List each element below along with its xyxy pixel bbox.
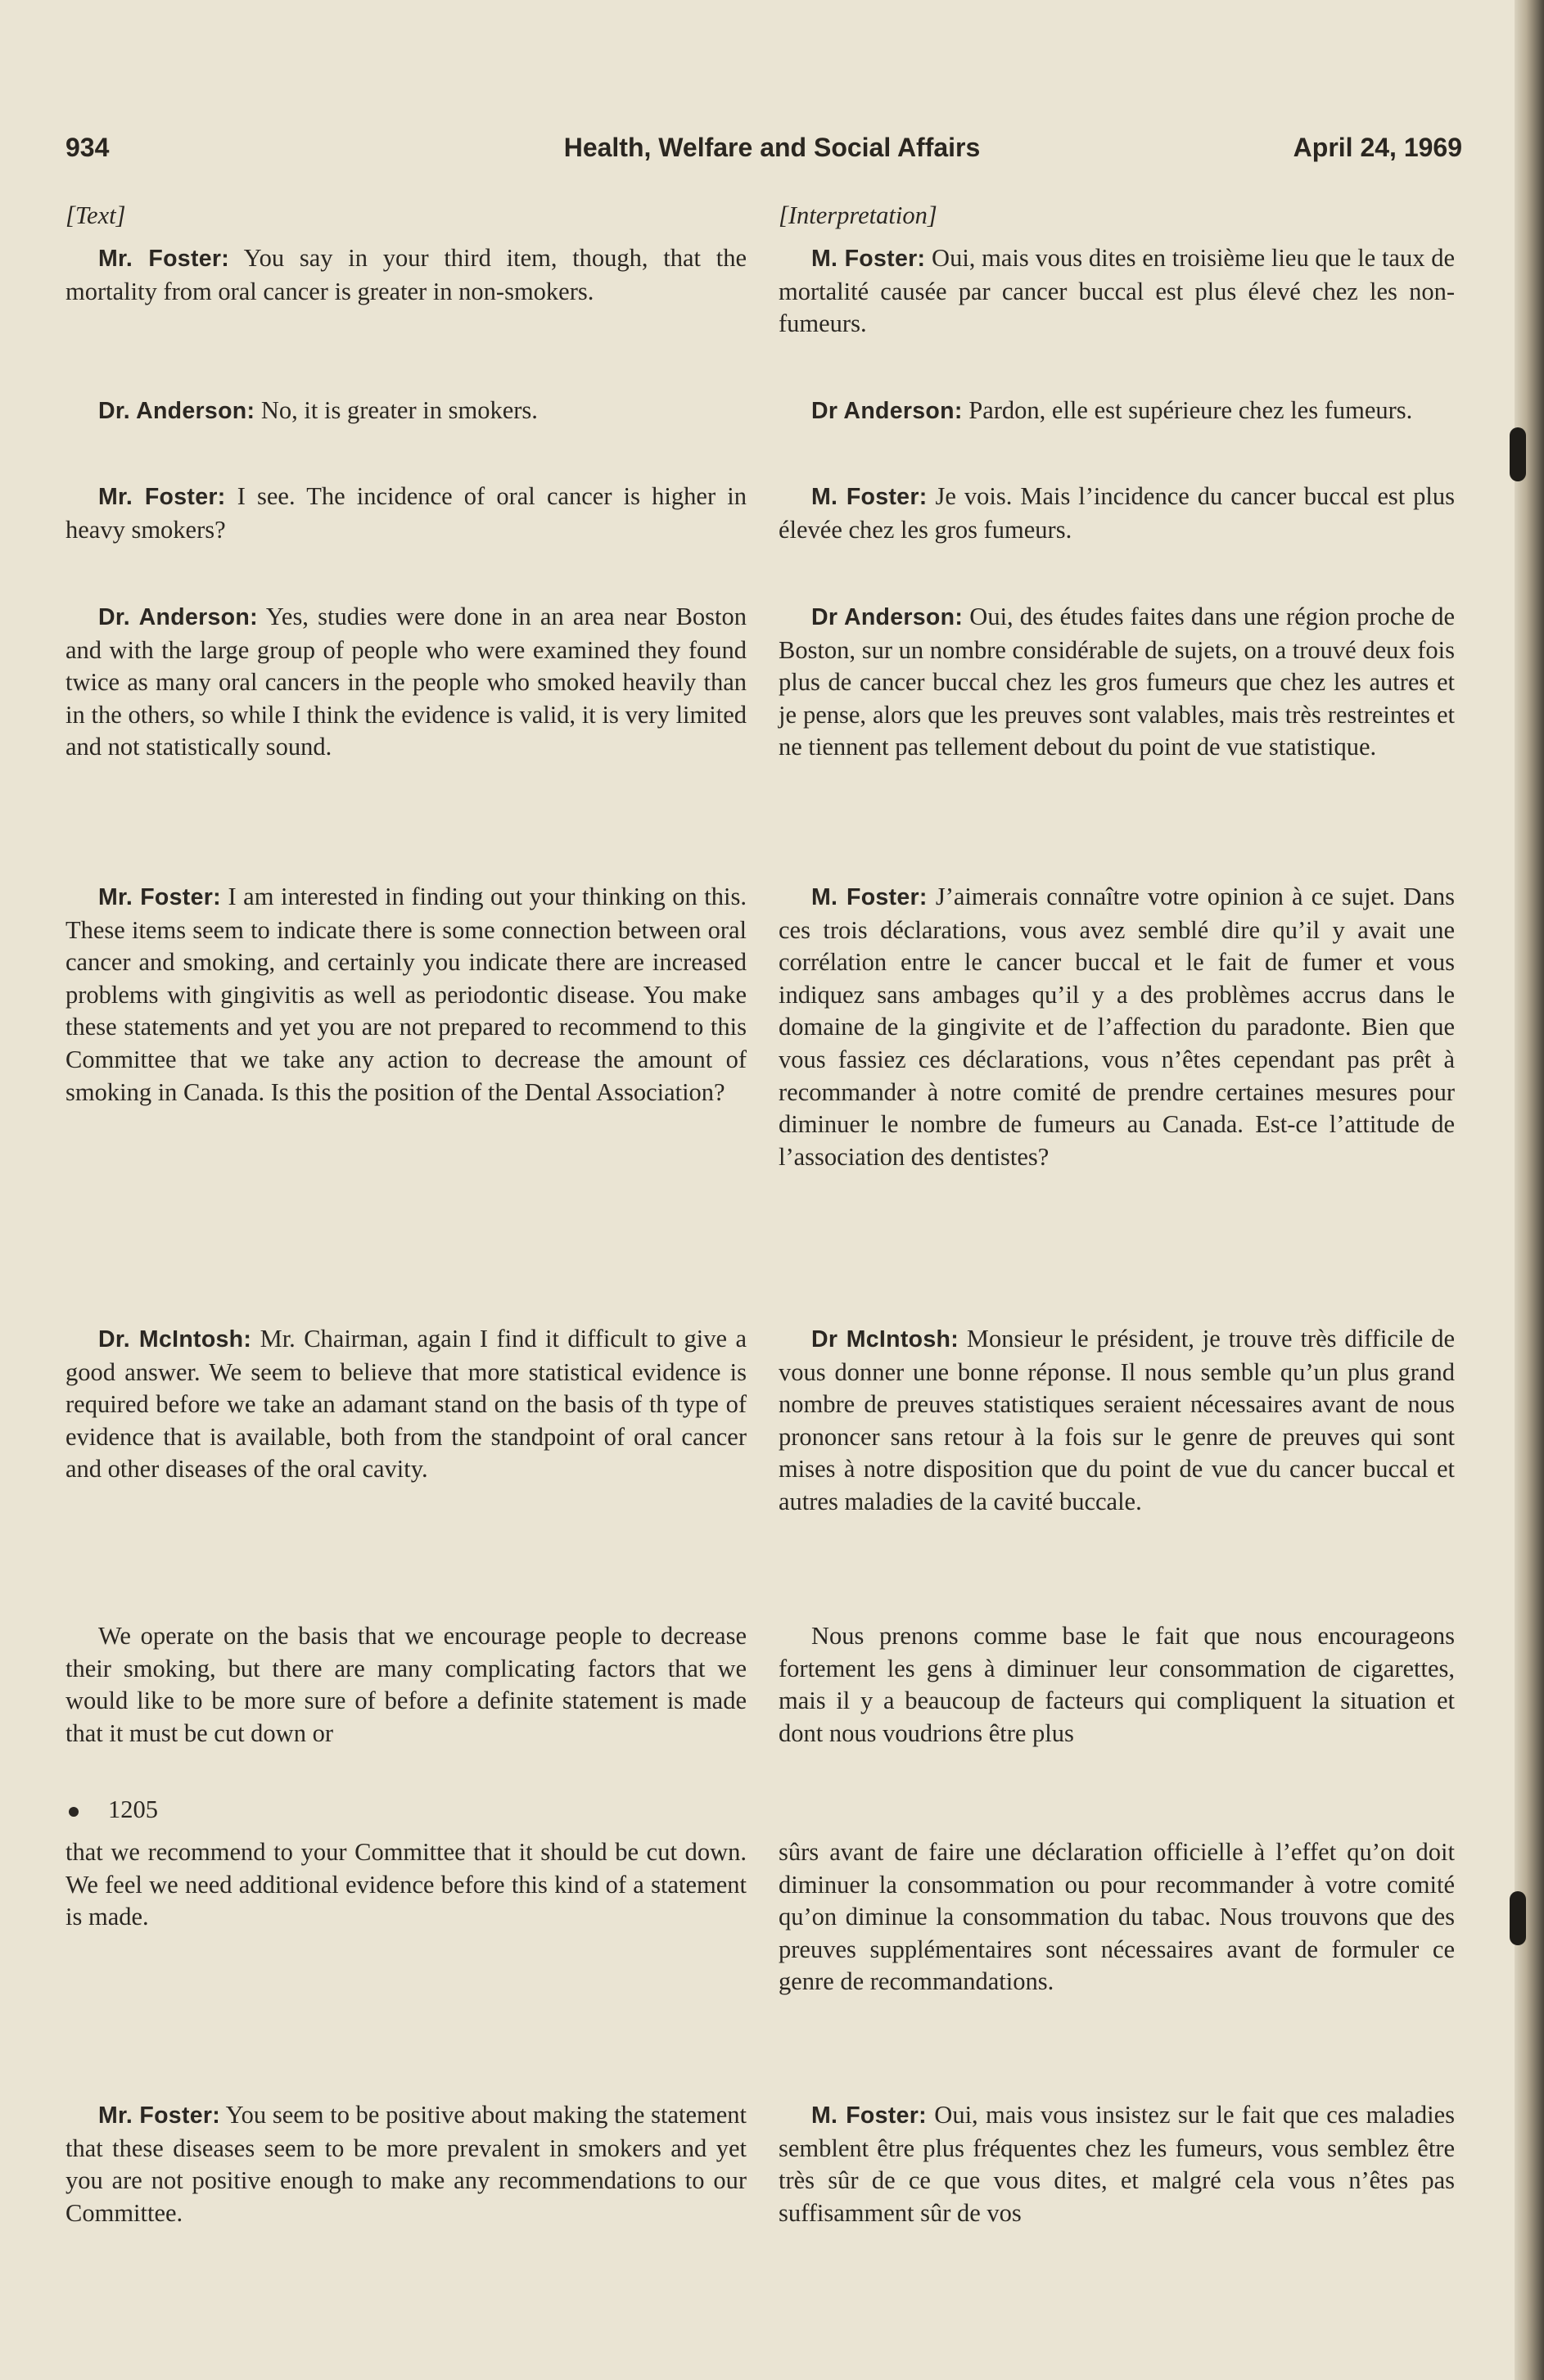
speech-paragraph: Mr. Foster: I see. The incidence of oral cancer is higher in heavy smokers?	[65, 482, 747, 544]
speech-paragraph: Dr McIntosh: Monsieur le président, je trouve très difficile de vous donner une bonne réponse. Il nous semble qu’un plus grand nombre de preuves statistiques seraient nécessaires avant de nous prononcer sans retour à la fois sur le genre de preuves qui sont mises à notre disposition que du point de vue du cancer buccal et autres maladies de la cavité buccale.	[779, 1325, 1455, 1515]
speech-paragraph: Mr. Foster: You seem to be positive about making the statement that these diseases seem to be more prevalent in smokers and yet you are not positive enough to make any recommendations to our Committee.	[65, 2101, 747, 2227]
speech-paragraph: We operate on the basis that we encourage people to decrease their smoking, but there are many complicating factors that we would like to be more sure of before a definite statement is made that it must be cut down or	[65, 1622, 747, 1747]
speaker-name: Dr. McIntosh:	[98, 1326, 252, 1353]
speech-paragraph: Mr. Foster: I am interested in finding out your thinking on this. These items seem to indicate there is some connection between oral cancer and smoking, and certainly you indicate there are increased problems with gingivitis as well as periodontic disease. You make these statements and yet you are not prepared to recommend to this Committee that we take any action to decrease the amount of smoking in Canada. Is this the position of the Dental Association?	[65, 883, 747, 1106]
speaker-name: Dr. Anderson:	[98, 398, 255, 424]
speech-paragraph: sûrs avant de faire une déclaration officielle à l’effet qu’on doit diminuer la consommation ou pour recommander à votre comité qu’on diminue la consommation du tabac. Nous trouvons que des preuves supplémentaires sont nécessaires avant de formuler ce genre de recommandations.	[779, 1838, 1455, 1996]
speech-paragraph: M. Foster: Je vois. Mais l’incidence du cancer buccal est plus élevée chez les gros fumeurs.	[779, 482, 1456, 544]
speech-paragraph: M. Foster: Oui, mais vous insistez sur le fait que ces maladies semblent être plus fréquentes chez les fumeurs, vous semblez être très sûr de ce que vous dites, et malgré cela vous n’êtes pas suffisamment sûr de vos	[779, 2101, 1455, 2227]
speaker-name: Dr Anderson:	[811, 398, 963, 424]
speech-paragraph: that we recommend to your Committee that it should be cut down. We feel we need additional evidence before this kind of a statement is made.	[65, 1838, 747, 1931]
speaker-name: Dr McIntosh:	[811, 1326, 959, 1353]
page-binding-edge	[1515, 0, 1544, 2380]
speech-paragraph: Dr Anderson: Pardon, elle est supérieure chez les fumeurs.	[811, 396, 1413, 424]
binding-mark	[1510, 1891, 1526, 1945]
binding-mark	[1510, 427, 1526, 481]
column-label: [Interpretation]	[779, 201, 937, 229]
speaker-name: Mr. Foster:	[98, 246, 230, 272]
speech-paragraph: Dr Anderson: Oui, des études faites dans une région proche de Boston, sur un nombre considérable de sujets, on a trouvé deux fois plus de cancer buccal chez les gros fumeurs que chez les autres et je pense, alors que les preuves sont valables, mais très restreintes et ne tiennent pas tellement debout du point de vue statistique.	[779, 603, 1455, 761]
speaker-name: Dr. Anderson:	[98, 604, 258, 630]
page-number: 934	[65, 133, 110, 162]
bullet-icon	[69, 1807, 79, 1817]
speech-paragraph: Dr. McIntosh: Mr. Chairman, again I find it difficult to give a good answer. We seem to believe that more statistical evidence is required before we take an adamant stand on the basis of th type of evidence that is available, both from the standpoint of oral cancer and other diseases of the oral cavity.	[65, 1325, 747, 1484]
speaker-name: M. Foster:	[811, 484, 928, 510]
speech-paragraph: Mr. Foster: You say in your third item, though, that the mortality from oral cancer is greater in non-smokers.	[65, 244, 747, 305]
speaker-name: Dr Anderson:	[811, 604, 964, 630]
speaker-name: Mr. Foster:	[98, 2102, 221, 2129]
running-title: Health, Welfare and Social Affairs	[563, 133, 981, 162]
speech-paragraph: M. Foster: J’aimerais connaître votre opinion à ce sujet. Dans ces trois déclarations, vous avez semblé dire qu’il y avait une corrélation entre le cancer buccal et le fait de fumer et vous indiquez sans ambages qu’il y a des problèmes accrus dans le domaine de la gingivite et de l’affection du paradonte. Bien que vous fassiez ces déclarations, vous n’êtes cependant pas prêt à recommander à notre comité de prendre certaines mesures pour diminuer le nombre de fumeurs au Canada. Est-ce l’attitude de l’association des dentistes?	[779, 883, 1455, 1171]
column-label: [Text]	[65, 201, 126, 229]
speech-paragraph: M. Foster: Oui, mais vous dites en troisième lieu que le taux de mortalité causée par cancer buccal est plus élevé chez les non-fumeurs.	[779, 244, 1456, 338]
speaker-name: Mr. Foster:	[98, 884, 221, 910]
timestamp-marker: 1205	[65, 1794, 747, 1827]
speech-paragraph: Nous prenons comme base le fait que nous encourageons fortement les gens à diminuer leur consommation de cigarettes, mais il y a beaucoup de facteurs qui compliquent la situation et dont nous voudrions être plus	[779, 1622, 1455, 1747]
speaker-name: M. Foster:	[811, 884, 928, 910]
header-date: April 24, 1969	[1293, 133, 1462, 162]
speaker-name: Mr. Foster:	[98, 484, 226, 510]
page-header	[0, 133, 1544, 169]
speaker-name: M. Foster:	[811, 246, 926, 272]
speech-paragraph: Dr. Anderson: No, it is greater in smokers.	[98, 396, 538, 424]
speech-paragraph: Dr. Anderson: Yes, studies were done in an area near Boston and with the large group of people who were examined they found twice as many oral cancers in the people who smoked heavily than in the others, so while I think the evidence is valid, it is very limited and not statistically sound.	[65, 603, 747, 761]
speaker-name: M. Foster:	[811, 2102, 927, 2129]
